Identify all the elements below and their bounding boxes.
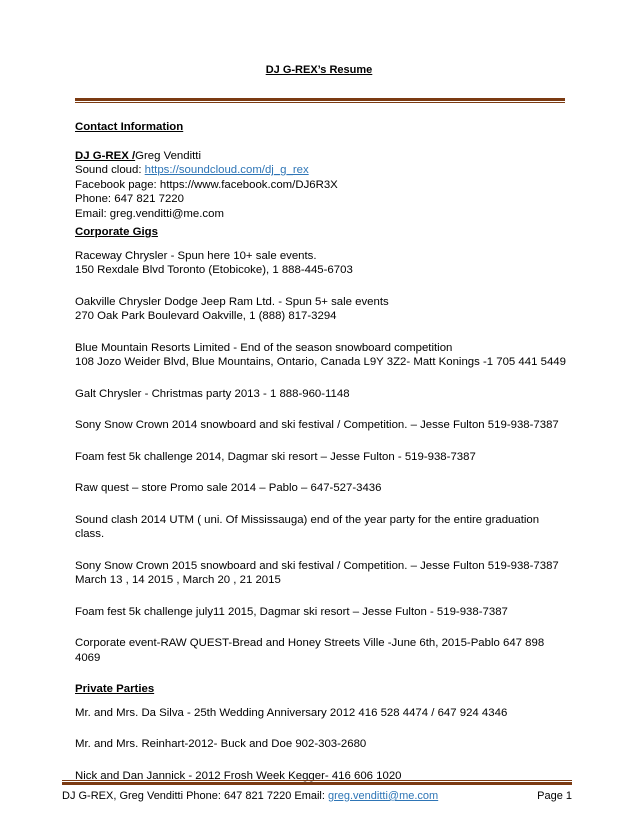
corporate-gigs-list (75, 249, 570, 683)
corporate-gig-entry (75, 418, 570, 433)
contact-heading: Contact Information (75, 121, 184, 133)
soundcloud-line (75, 163, 570, 178)
document-title: DJ G-REX’s Resume (265, 64, 373, 76)
corporate-gig-entry (75, 636, 570, 665)
corporate-gig-line: Sony Snow Crown 2014 snowboard and ski festival / Competition. – Jesse Fulton 519-938-7387 (75, 419, 559, 431)
corporate-gig-line: 270 Oak Park Boulevard Oakville, 1 (888) 817-3294 (75, 310, 337, 322)
private-heading: Private Parties (75, 683, 155, 695)
corporate-gig-entry (75, 295, 570, 324)
private-party-entry: Nick and Dan Jannick - 2012 Frosh Week Kegger- 416 606 1020 (75, 769, 402, 782)
corporate-gig-line: Foam fest 5k challenge july11 2015, Dagmar ski resort – Jesse Fulton - 519-938-7387 (75, 605, 508, 618)
private-parties-list (75, 706, 570, 784)
soundcloud-link[interactable]: https://soundcloud.com/dj_g_rex (144, 164, 309, 176)
phone-line: Phone: 647 821 7220 (75, 193, 184, 205)
corporate-gig-line: Raceway Chrysler - Spun here 10+ sale events. (75, 249, 317, 262)
corporate-gig-line: Foam fest 5k challenge 2014, Dagmar ski resort – Jesse Fulton - 519-938-7387 (75, 450, 476, 463)
footer-contact (62, 790, 438, 802)
email-line: Email: greg.venditti@me.com (75, 207, 224, 220)
dj-name: DJ G-REX / (75, 149, 136, 162)
corporate-gig-entry (75, 341, 570, 370)
corporate-gig-entry (75, 387, 570, 402)
header-divider (75, 98, 565, 103)
page-number: Page 1 (537, 790, 572, 802)
resume-body (75, 120, 570, 783)
corporate-gig-line: 108 Jozo Weider Blvd, Blue Mountains, Ontario, Canada L9Y 3Z2- Matt Konings -1 705 441 5449 (75, 356, 566, 368)
contact-name (75, 149, 570, 164)
private-party-entry: Mr. and Mrs. Reinhart-2012- Buck and Doe 902-303-2680 (75, 738, 367, 750)
corporate-gig-line: Galt Chrysler - Christmas party 2013 - 1 888-960-1148 (75, 387, 350, 400)
corporate-gig-entry (75, 605, 570, 620)
corporate-gig-line: Blue Mountain Resorts Limited - End of the season snowboard competition (75, 341, 453, 354)
corporate-gig-entry (75, 249, 570, 278)
corporate-gig-line: March 13 , 14 2015 , March 20 , 21 2015 (75, 574, 281, 586)
footer-divider (62, 780, 572, 785)
corporate-gig-line: 150 Rexdale Blvd Toronto (Etobicoke), 1 888-445-6703 (75, 264, 353, 276)
footer-email-link[interactable]: greg.venditti@me.com (327, 790, 439, 802)
facebook-line: Facebook page: https://www.facebook.com/DJ6R3X (75, 178, 338, 191)
private-party-entry: Mr. and Mrs. Da Silva - 25th Wedding Anniversary 2012 416 528 4474 / 647 924 4346 (75, 706, 508, 719)
corporate-gig-entry (75, 450, 570, 465)
corporate-gig-line: Sound clash 2014 UTM ( uni. Of Mississauga) end of the year party for the entire graduation class. (75, 513, 540, 540)
corporate-gig-entry (75, 513, 570, 542)
footer-text: DJ G-REX, Greg Venditti Phone: 647 821 7220 Email: (62, 790, 328, 802)
corporate-gig-entry (75, 481, 570, 496)
real-name: Greg Venditti (135, 149, 201, 162)
corporate-gig-entry (75, 559, 570, 588)
corporate-gig-line: Raw quest – store Promo sale 2014 – Pablo – 647-527-3436 (75, 482, 382, 494)
soundcloud-label: Sound cloud: (75, 164, 145, 176)
corporate-gig-line: Corporate event-RAW QUEST-Bread and Honey Streets Ville -June 6th, 2015-Pablo 647 898 4069 (75, 637, 545, 664)
corporate-gig-line: Oakville Chrysler Dodge Jeep Ram Ltd. - Spun 5+ sale events (75, 295, 389, 308)
corporate-gig-line: Sony Snow Crown 2015 snowboard and ski festival / Competition. – Jesse Fulton 519-938-7387 (75, 559, 559, 572)
corporate-heading: Corporate Gigs (75, 226, 158, 238)
